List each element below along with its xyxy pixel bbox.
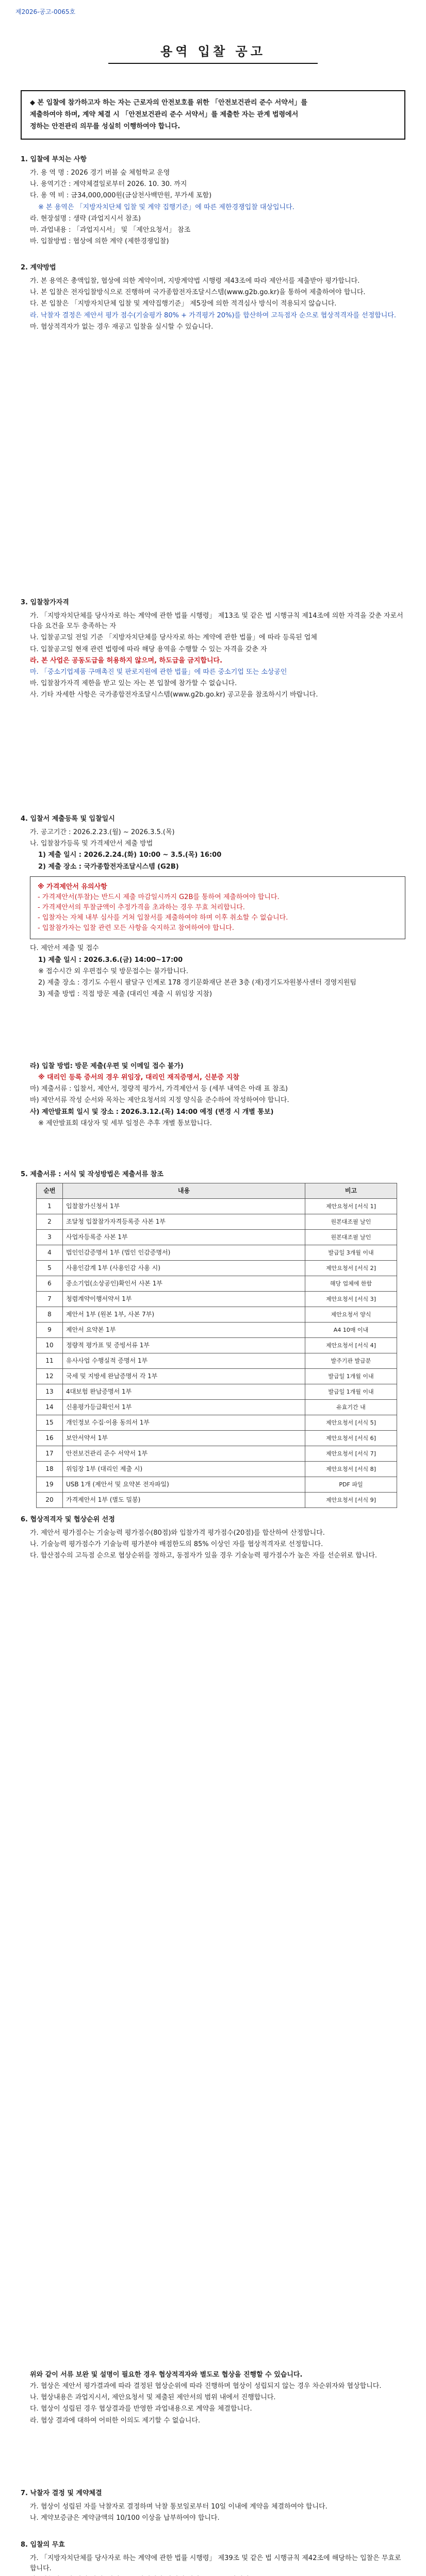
row-number: 2 (37, 1214, 63, 1229)
section-line: 사) 제안발표회 일시 및 장소 : 2026.3.12.(목) 14:00 예정 (변경 시 개별 통보) (30, 1108, 274, 1116)
table-row (37, 1446, 397, 1461)
section-line: 다. 합산점수의 고득점 순으로 협상순위를 정하고, 동점자가 있을 경우 기술능력 평가점수가 높은 자를 선순위로 합니다. (30, 1552, 378, 1560)
bid-notice-box (30, 876, 405, 940)
table-row (37, 1415, 397, 1430)
row-note: PDF 파일 (305, 1477, 397, 1492)
section-line: 라. 낙찰자 결정은 제안서 평가 점수(기술평가 80% + 가격평가 20%)를 합산하여 고득점자 순으로 협상적격자를 선정합니다. (30, 311, 397, 319)
table-row (37, 1430, 397, 1446)
section-2 (21, 263, 405, 333)
row-number: 6 (37, 1276, 63, 1291)
section-heading: 7. 낙찰자 결정 및 계약체결 (21, 2489, 102, 2497)
row-note: 제안요청서 [서식 7] (305, 1446, 397, 1461)
row-note: 제안요청서 [서식 6] (305, 1430, 397, 1446)
table-row (37, 1353, 397, 1368)
row-note: 원본대조필 날인 (305, 1214, 397, 1229)
submission-notes (21, 1061, 405, 1130)
row-content: 신용평가등급확인서 1부 (63, 1399, 305, 1415)
section-1 (21, 155, 405, 248)
section-line: 가. 공고기간 : 2026.2.23.(월) ~ 2026.3.5.(목) (30, 828, 175, 837)
section-line: 마. 「중소기업제품 구매촉진 및 판로지원에 관한 법률」에 따른 중소기업 또는 소상공인 (30, 668, 287, 676)
section-line: 나. 본 입찰은 전자입찰방식으로 진행하며 국가종합전자조달시스템(www.g2b.go.kr)을 통하여 제출하여야 합니다. (30, 289, 366, 297)
section-line: 라) 입찰 방법: 방문 제출(우편 및 이메일 접수 불가) (30, 1062, 184, 1070)
section-line: 바) 제안서류 작성 순서와 목차는 제안요청서의 지정 양식을 준수하여 작성하여야 합니다. (30, 1096, 289, 1105)
notice-line: 제출하여야 하며, 계약 체결 시 「안전보건관리 준수 서약서」를 제출한 자는 관계 법령에서 (30, 110, 299, 118)
row-note: 원본대조필 날인 (305, 1229, 397, 1245)
table-row (37, 1384, 397, 1399)
section-line: 마) 제출서류 : 입찰서, 제안서, 정량적 평가서, 가격제안서 등 (세부 내역은 아래 표 참조) (30, 1085, 288, 1093)
section-line: 가. 「지방자치단체를 당사자로 하는 계약에 관한 법률 시행령」 제39조 및 같은 법 시행규칙 제42조에 해당하는 입찰은 무효로 합니다. (30, 2554, 401, 2573)
row-number: 15 (37, 1415, 63, 1430)
row-number: 9 (37, 1322, 63, 1337)
table-row (37, 1461, 397, 1477)
table-row (37, 1245, 397, 1260)
row-note: 제안요청서 [서식 9] (305, 1492, 397, 1507)
row-content: 가격제안서 1부 (별도 밀봉) (63, 1492, 305, 1507)
box-line: - 입찰참가자는 입찰 관련 모든 사항을 숙지하고 참여하여야 합니다. (38, 924, 234, 933)
section-line: 3) 제출 방법 : 직접 방문 제출 (대리인 제출 시 위임장 지참) (38, 990, 212, 998)
table-row (37, 1322, 397, 1337)
section-line: 마. 과업내용 : 「과업지시서」 및 「제안요청서」 참조 (30, 226, 191, 234)
row-note: 발급일 1개월 이내 (305, 1368, 397, 1384)
section-heading: 2. 계약방법 (21, 264, 56, 272)
section-line: 가. 용 역 명 : 2026 경기 버블 숲 체험학교 운영 (30, 169, 170, 177)
section-8 (21, 2540, 405, 2576)
row-number: 20 (37, 1492, 63, 1507)
notice-line: ◆ 본 입찰에 참가하고자 하는 자는 근로자의 안전보호를 위한 「안전보건관리 준수 서약서」를 (30, 99, 307, 107)
section-line: ※ 접수시간 외 우편접수 및 방문접수는 불가합니다. (38, 967, 188, 975)
section-line: 바. 입찰참가자격 제한을 받고 있는 자는 본 입찰에 참가할 수 없습니다. (30, 679, 237, 687)
section-line: 가. 제안서 평가점수는 기술능력 평가점수(80점)와 입찰가격 평가점수(20점)를 합산하여 산정합니다. (30, 1529, 325, 1537)
section-line: 2) 제출 장소 : 경기도 수원시 팔달구 인계로 178 경기문화재단 본관 3층 (재)경기도자원봉사센터 경영지원팀 (38, 978, 356, 987)
row-note: A4 10매 이내 (305, 1322, 397, 1337)
table-row (37, 1260, 397, 1276)
page-title: 용역 입찰 공고 (160, 44, 266, 59)
document-number: 제2026-공고-0065호 (15, 8, 76, 15)
section-line: 라. 본 사업은 공동도급을 허용하지 않으며, 하도급을 금지합니다. (30, 656, 223, 665)
section-line: 나. 기술능력 평가점수가 기술능력 평가분야 배점한도의 85% 이상인 자를 협상적격자로 선정합니다. (30, 1540, 323, 1549)
section-line: 다. 입찰공고일 현재 관련 법령에 따라 해당 용역을 수행할 수 있는 자격을 갖춘 자 (30, 645, 267, 653)
table-row (37, 1477, 397, 1492)
row-number: 18 (37, 1461, 63, 1477)
row-number: 11 (37, 1353, 63, 1368)
section-line: 1) 제출 일시 : 2026.3.6.(금) 14:00~17:00 (38, 956, 183, 964)
table-row (37, 1198, 397, 1214)
table-row (37, 1214, 397, 1229)
section-3 (21, 598, 405, 701)
row-number: 4 (37, 1245, 63, 1260)
section-7 (21, 2488, 405, 2524)
section-line: 바. 입찰방법 : 협상에 의한 계약 (제한경쟁입찰) (30, 237, 169, 245)
row-content: 제안서 1부 (원본 1부, 사본 7부) (63, 1307, 305, 1322)
row-number: 5 (37, 1260, 63, 1276)
section-heading: 5. 제출서류 : 서식 및 작성방법은 제출서류 참조 (21, 1171, 163, 1178)
documents-table (36, 1183, 397, 1508)
section-line: 나. 협상내용은 과업지시서, 제안요청서 및 제출된 제안서의 범위 내에서 진행합니다. (30, 2394, 276, 2402)
section-line: ※ 대리인 등록 증서의 경우 위임장, 대리인 재직증명서, 신분증 지참 (38, 1074, 239, 1082)
section-heading: 6. 협상적격자 및 협상순위 선정 (21, 1516, 115, 1523)
row-note: 유효기간 내 (305, 1399, 397, 1415)
table-row (37, 1291, 397, 1307)
section-5 (21, 1170, 405, 1508)
row-content: 위임장 1부 (대리인 제출 시) (63, 1461, 305, 1477)
row-number: 3 (37, 1229, 63, 1245)
section-line: 나. 용역기간 : 계약체결일로부터 2026. 10. 30. 까지 (30, 180, 187, 189)
row-note: 제안요청서 [서식 5] (305, 1415, 397, 1430)
section-line: 가. 본 용역은 총액입찰, 협상에 의한 계약이며, 지방계약법 시행령 제43조에 따라 제안서를 제출받아 평가합니다. (30, 277, 360, 285)
row-note: 발급일 3개월 이내 (305, 1245, 397, 1260)
section-line: 라. 협상 결과에 대하여 어떠한 이의도 제기할 수 없습니다. (30, 2416, 201, 2425)
section-heading: 4. 입찰서 제출등록 및 입찰일시 (21, 815, 115, 823)
row-note: 제안요청서 [서식 8] (305, 1461, 397, 1477)
table-row (37, 1337, 397, 1353)
row-note: 발급일 1개월 이내 (305, 1384, 397, 1399)
section-line: 다. 협상이 성립된 경우 협상결과를 반영한 과업내용으로 계약을 체결합니다. (30, 2405, 252, 2413)
row-content: 조달청 입찰참가자격등록증 사본 1부 (63, 1214, 305, 1229)
section-heading: 3. 입찰참가자격 (21, 599, 69, 606)
section-heading: 8. 입찰의 무효 (21, 2541, 65, 2549)
row-number: 13 (37, 1384, 63, 1399)
row-number: 14 (37, 1399, 63, 1415)
notice-box (21, 90, 405, 140)
row-number: 17 (37, 1446, 63, 1461)
row-content: 정량적 평가표 및 증빙서류 1부 (63, 1337, 305, 1353)
section-line: 1) 제출 일시 : 2026.2.24.(화) 10:00 ~ 3.5.(목) 16:00 (38, 851, 222, 859)
row-note: 제안요청서 양식 (305, 1307, 397, 1322)
table-row (37, 1276, 397, 1291)
row-content: 사업자등록증 사본 1부 (63, 1229, 305, 1245)
row-number: 8 (37, 1307, 63, 1322)
row-number: 10 (37, 1337, 63, 1353)
title-underline (108, 63, 318, 64)
row-number: 7 (37, 1291, 63, 1307)
section-line: 나. 입찰공고일 전일 기준 「지방자치단체를 당사자로 하는 계약에 관한 법률」에 따라 등록된 업체 (30, 634, 317, 642)
row-number: 12 (37, 1368, 63, 1384)
section-6 (21, 1515, 405, 1563)
row-content: 법인인감증명서 1부 (법인 인감증명서) (63, 1245, 305, 1260)
row-content: 개인정보 수집·이용 동의서 1부 (63, 1415, 305, 1430)
section-line: 위와 같이 서류 보완 및 설명이 필요한 경우 협상적격자와 별도로 협상을 진행할 수 있습니다. (30, 2371, 303, 2379)
row-content: 입찰참가신청서 1부 (63, 1198, 305, 1214)
box-line: ※ 가격제안서 유의사항 (38, 883, 107, 891)
row-content: 유사사업 수행실적 증명서 1부 (63, 1353, 305, 1368)
row-note: 제안요청서 [서식 4] (305, 1337, 397, 1353)
row-number: 1 (37, 1198, 63, 1214)
section-line: 가. 협상이 성립된 자를 낙찰자로 결정하며 낙찰 통보일로부터 10일 이내에 계약을 체결하여야 합니다. (30, 2503, 327, 2511)
box-line: - 가격제안서의 투찰금액이 추정가격을 초과하는 경우 무효 처리합니다. (38, 903, 245, 911)
section-heading: 1. 입찰에 부치는 사항 (21, 156, 87, 163)
row-note: 제안요청서 [서식 1] (305, 1198, 397, 1214)
row-note: 해당 업체에 한함 (305, 1276, 397, 1291)
section-line: 다. 제안서 제출 및 접수 (30, 944, 99, 953)
row-content: 사용인감계 1부 (사용인감 사용 시) (63, 1260, 305, 1276)
table-header: 내용 (63, 1183, 305, 1199)
row-content: 국세 및 지방세 완납증명서 각 1부 (63, 1368, 305, 1384)
row-content: USB 1개 (제안서 및 요약본 전자파일) (63, 1477, 305, 1492)
section-line: 2) 제출 장소 : 국가종합전자조달시스템 (G2B) (38, 862, 179, 871)
section-line: 나. 계약보증금은 계약금액의 10/100 이상을 납부하여야 합니다. (30, 2514, 220, 2522)
section-line: 마. 협상적격자가 없는 경우 재공고 입찰을 실시할 수 있습니다. (30, 323, 214, 331)
table-header: 순번 (37, 1183, 63, 1199)
negotiation-notes (21, 2370, 405, 2427)
notice-line: 정하는 안전관리 의무를 성실히 이행하여야 합니다. (30, 122, 181, 130)
section-line: 다. 용 역 비 : 금34,000,000원(금삼천사백만원, 부가세 포함) (30, 192, 212, 200)
section-line: 다. 본 입찰은 「지방자치단체 입찰 및 계약집행기준」 제5장에 의한 적격심사 방식이 적용되지 않습니다. (30, 300, 337, 308)
table-row (37, 1368, 397, 1384)
table-row (37, 1229, 397, 1245)
row-content: 보안서약서 1부 (63, 1430, 305, 1446)
section-line: ※ 제안발표회 대상자 및 세부 일정은 추후 개별 통보합니다. (38, 1119, 212, 1127)
row-content: 제안서 요약본 1부 (63, 1322, 305, 1337)
section-line: 사. 기타 자세한 사항은 국가종합전자조달시스템(www.g2b.go.kr) 공고문을 참조하시기 바랍니다. (30, 691, 318, 699)
box-line: - 가격제안서(투찰)는 반드시 제출 마감일시까지 G2B를 통하여 제출하여야 합니다. (38, 893, 280, 901)
section-line: ※ 본 용역은 「지방자치단체 입찰 및 계약 집행기준」에 따른 제한경쟁입찰 대상입니다. (38, 203, 294, 211)
section-line: 가. 협상은 제안서 평가결과에 따라 결정된 협상순위에 따라 진행하며 협상이 성립되지 않는 경우 차순위자와 협상합니다. (30, 2382, 382, 2391)
row-content: 중소기업(소상공인)확인서 사본 1부 (63, 1276, 305, 1291)
row-number: 19 (37, 1477, 63, 1492)
row-content: 청렴계약이행서약서 1부 (63, 1291, 305, 1307)
row-content: 4대보험 완납증명서 1부 (63, 1384, 305, 1399)
section-line: 나. 입찰참가등록 및 가격제안서 제출 방법 (30, 840, 153, 848)
row-note: 제안요청서 [서식 3] (305, 1291, 397, 1307)
table-row (37, 1492, 397, 1507)
section-line: 가. 「지방자치단체를 당사자로 하는 계약에 관한 법률 시행령」 제13조 및 같은 법 시행규칙 제14조에 의한 자격을 갖춘 자로서 다음 요건을 모두 충족하는 자 (30, 612, 403, 631)
section-line: 라. 현장설명 : 생략 (과업지시서 참조) (30, 214, 141, 223)
row-note: 발주기관 발급분 (305, 1353, 397, 1368)
table-header: 비고 (305, 1183, 397, 1199)
row-content: 안전보건관리 준수 서약서 1부 (63, 1446, 305, 1461)
row-note: 제안요청서 [서식 2] (305, 1260, 397, 1276)
box-line: - 입찰자는 자체 내부 심사를 거쳐 입찰서를 제출하여야 하며 이후 취소할 수 없습니다. (38, 914, 288, 922)
table-row (37, 1307, 397, 1322)
table-row (37, 1399, 397, 1415)
row-number: 16 (37, 1430, 63, 1446)
section-4 (21, 814, 405, 1001)
